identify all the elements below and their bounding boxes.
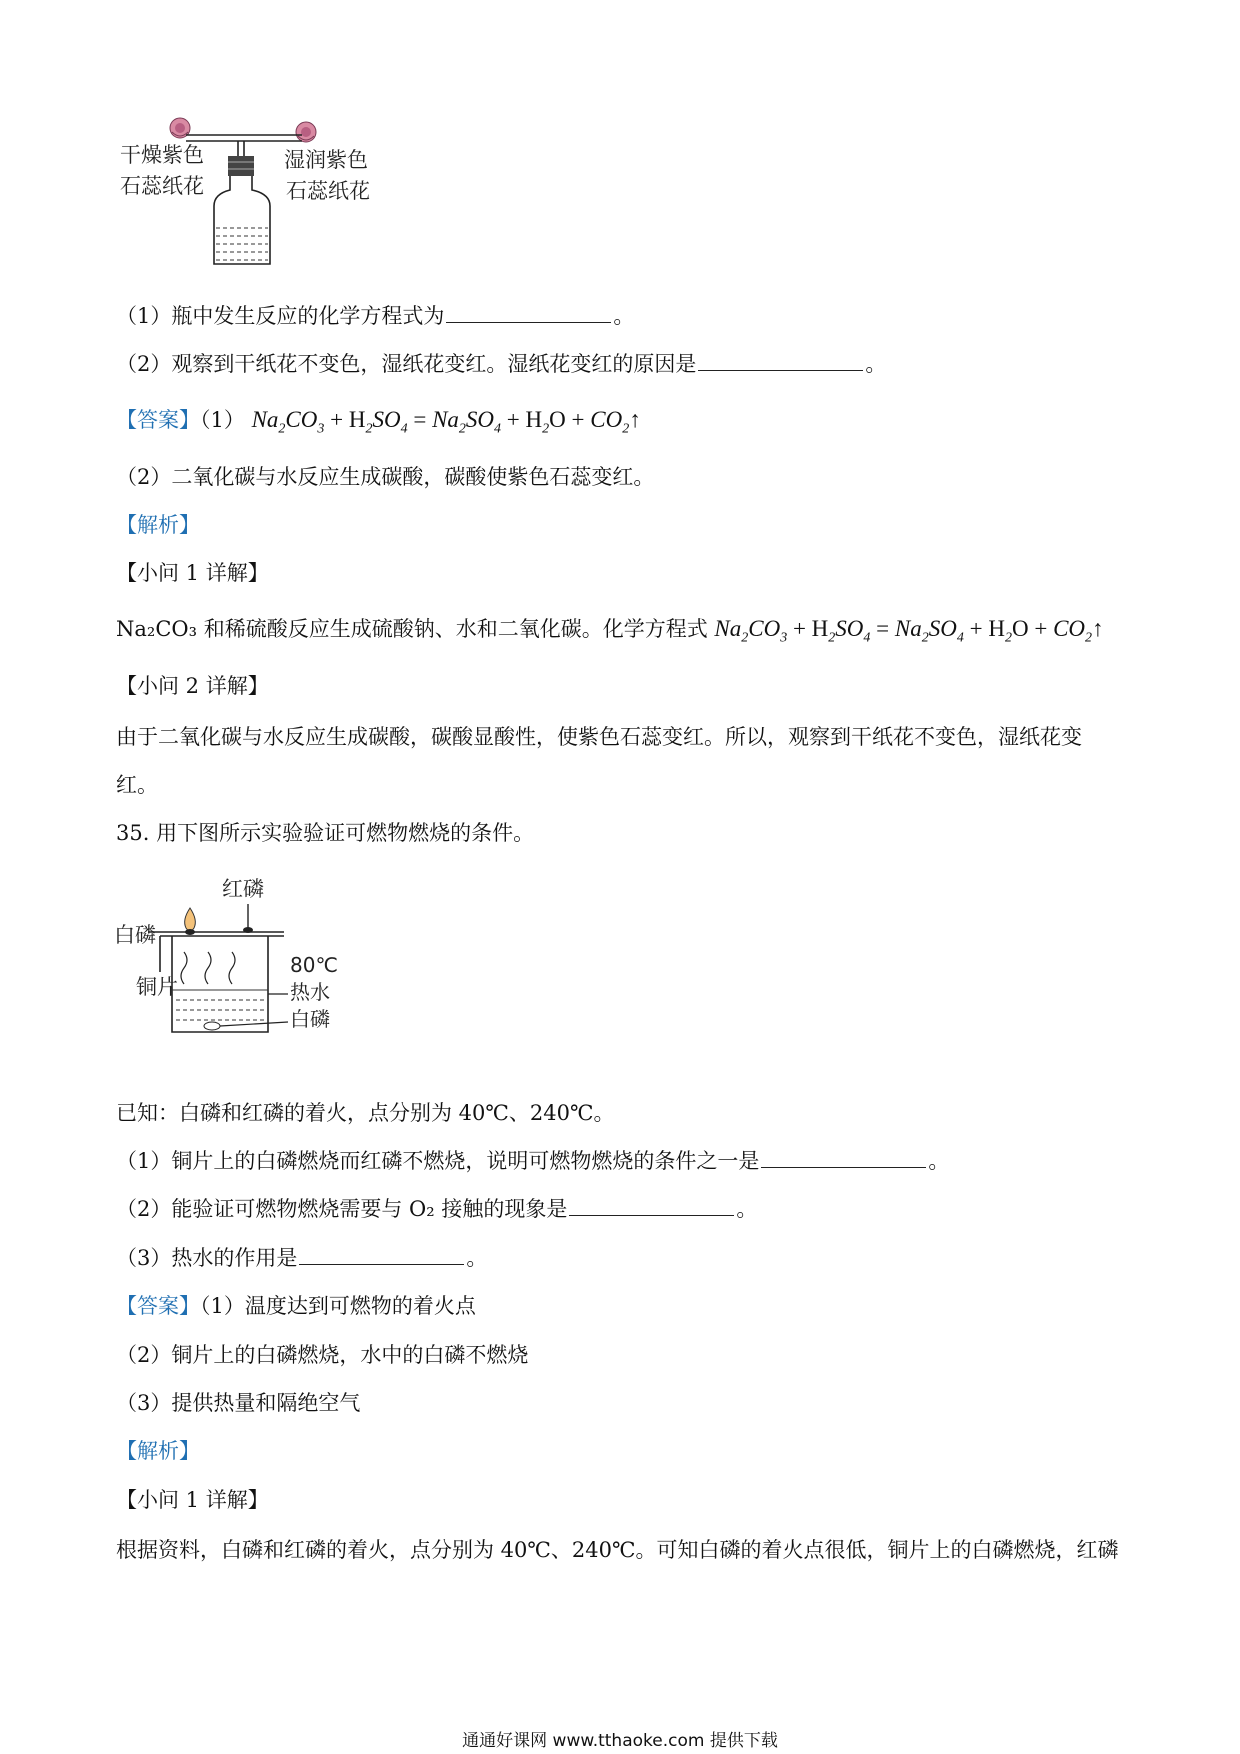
q35-answer-1: 【答案】（1）温度达到可燃物的着火点 [116,1294,476,1318]
copper-sheet-icon [148,932,284,972]
answer-blank[interactable] [299,1244,464,1265]
analysis-tag: 【解析】 [116,513,200,537]
sub-question-1-heading: 【小问 1 详解】 [116,1488,269,1512]
chemical-equation: $Na_2CO_3 + H_2SO_4 = Na_2SO_4 + H_2O$ + $CO_2↑$ [714,616,1104,646]
fig2-white-phosphorus-top-label: 白磷 [114,923,156,947]
fig2-temp-label: 80℃ [290,953,338,977]
q34-question-1: （1）瓶中发生反应的化学方程式为 。 [116,304,635,328]
flower-right-icon [296,122,316,142]
q34-sub1-text: Na₂CO₃ 和稀硫酸反应生成硫酸钠、水和二氧化碳。化学方程式 $Na_2CO_3 + H_2SO_4 = Na_2SO_4 + H_2O$ + $CO_2↑$ [116,616,1104,646]
q35-answer-2: （2）铜片上的白磷燃烧，水中的白磷不燃烧 [116,1343,529,1367]
fig1-label-left-2: 石蕊纸花 [120,174,204,198]
page-footer: 通通好课网 www.tthaoke.com 提供下载 [462,1731,778,1751]
answer-tag: 【答案】 [116,408,200,432]
figure-litmus-flowers [112,110,392,270]
q34-answer-1: 【答案】（1） $Na_2CO_3 + H_2SO_4 = Na_2SO_4 + H_2O$ + $CO_2↑$ [116,407,641,437]
fig2-hot-water-label: 热水 [290,980,330,1004]
fig1-label-left-1: 干燥紫色 [120,143,204,167]
answer-tag: 【答案】 [116,1294,200,1318]
q34-question-2: （2）观察到干纸花不变色，湿纸花变红。湿纸花变红的原因是 。 [116,352,887,376]
q35-question-3: （3）热水的作用是 。 [116,1246,488,1270]
q35-sub1-text: 根据资料，白磷和红磷的着火，点分别为 40℃、240℃。可知白磷的着火点很低，铜片上的白磷燃烧，红磷 [116,1538,1119,1562]
fig1-label-right-1: 湿润紫色 [284,148,368,172]
flame-icon [185,908,196,931]
analysis-tag: 【解析】 [116,1439,200,1463]
answer-blank[interactable] [446,302,611,323]
answer-blank[interactable] [761,1147,926,1168]
fig2-white-phosphorus-bottom-label: 白磷 [290,1007,330,1031]
q35-answer-3: （3）提供热量和隔绝空气 [116,1391,361,1415]
q34-sub2-text-1: 由于二氧化碳与水反应生成碳酸，碳酸显酸性，使紫色石蕊变红。所以，观察到干纸花不变色，湿纸花变 [116,725,1082,749]
sub-question-1-heading: 【小问 1 详解】 [116,561,269,585]
fig1-label-right-2: 石蕊纸花 [286,179,370,203]
stopper-icon [228,156,254,176]
fig2-red-phosphorus-label: 红磷 [222,877,264,901]
chemical-equation: $Na_2CO_3 + H_2SO_4 = Na_2SO_4 + H_2O$ + $CO_2↑$ [251,407,641,437]
beaker-icon [172,936,268,1032]
answer-blank[interactable] [569,1195,734,1216]
q34-sub2-text-2: 红。 [116,773,158,797]
answer-blank[interactable] [698,350,863,371]
figure-combustion [112,872,352,1047]
q34-answer-2: （2）二氧化碳与水反应生成碳酸，碳酸使紫色石蕊变红。 [116,465,655,489]
q35-title: 35. 用下图所示实验验证可燃物燃烧的条件。 [116,821,535,845]
q35-question-1: （1）铜片上的白磷燃烧而红磷不燃烧，说明可燃物燃烧的条件之一是 。 [116,1149,950,1173]
fig2-copper-label: 铜片 [136,975,178,999]
liquid-icon [216,228,268,260]
sub-question-2-heading: 【小问 2 详解】 [116,674,269,698]
q35-question-2: （2）能验证可燃物燃烧需要与 O₂ 接触的现象是 。 [116,1197,758,1221]
q35-known: 已知：白磷和红磷的着火，点分别为 40℃、240℃。 [116,1101,615,1125]
bottle-icon [214,176,270,264]
